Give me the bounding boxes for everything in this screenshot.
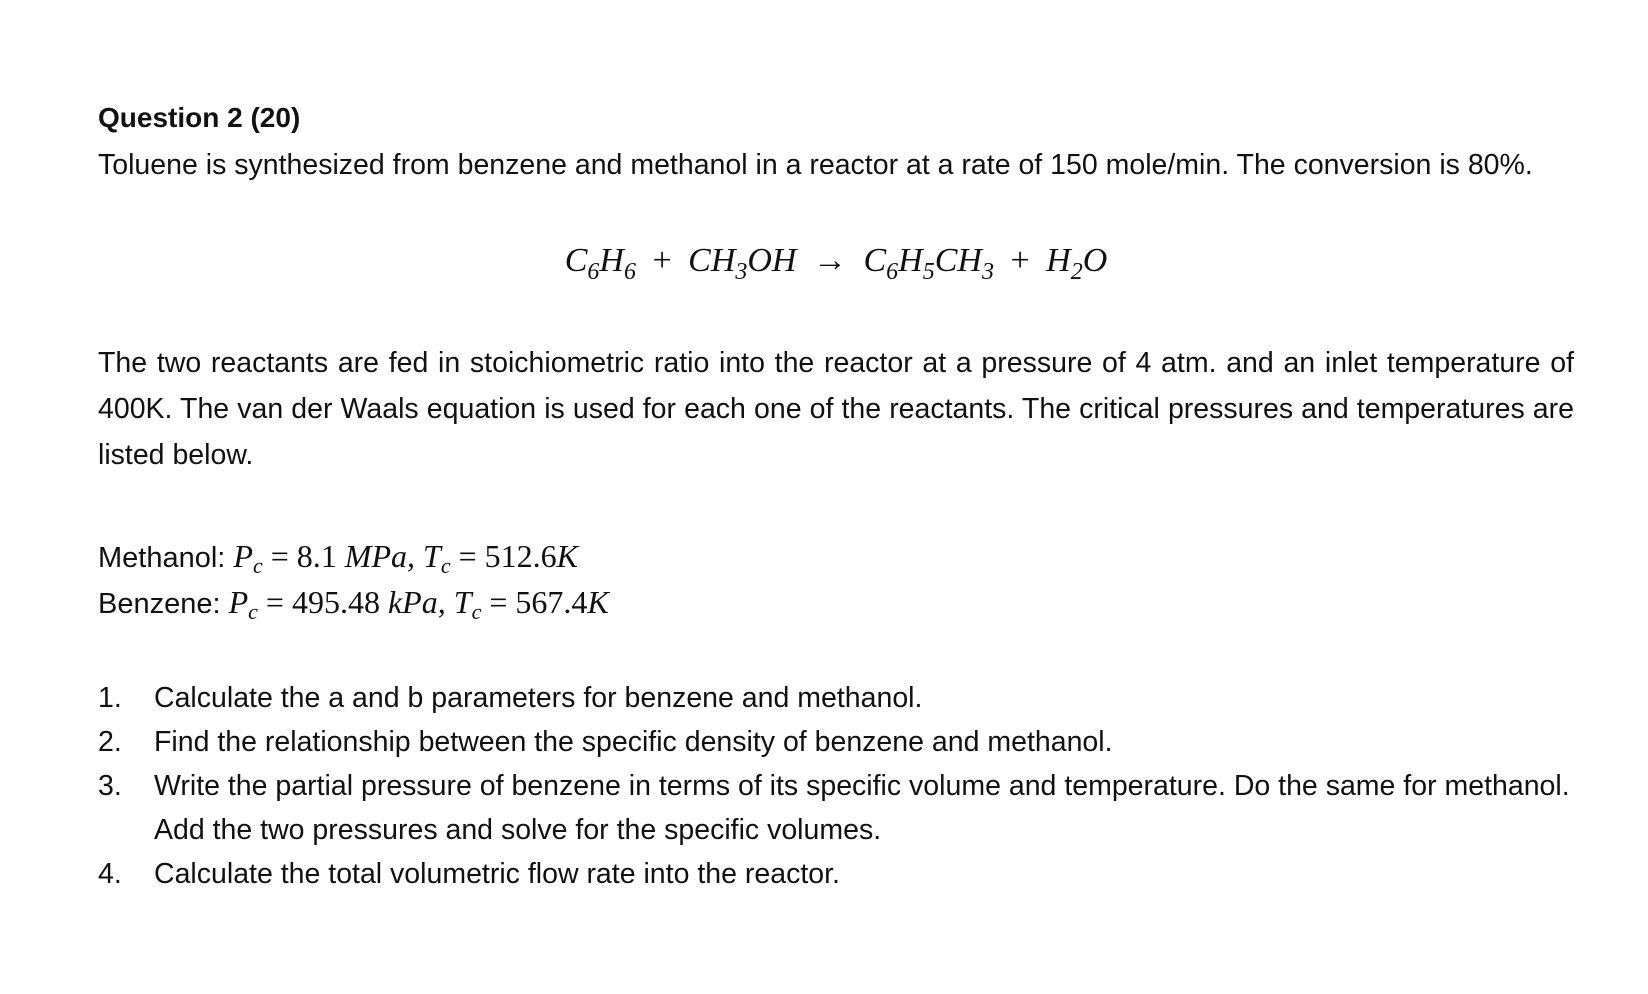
substance-name: Benzene: <box>98 588 221 620</box>
temperature-value: = 512.6 <box>458 538 557 574</box>
temperature-unit: K <box>556 538 578 574</box>
task-item <box>98 720 1574 764</box>
product-water <box>1046 242 1108 285</box>
task-text: Calculate the total volumetric flow rate into the reactor. <box>154 858 840 890</box>
pressure-symbol: P <box>233 538 253 574</box>
eq-term: H <box>898 242 923 279</box>
eq-term: CH <box>934 242 982 279</box>
description-paragraph: The two reactants are fed in stoichiometric ratio into the reactor at a pressure of 4 atm. and an inlet temperature of 400K. The van der Waals equation is used for each one of the reactants. The critical pressures and temperatures are listed below. <box>98 347 1574 471</box>
reaction-equation <box>98 236 1574 286</box>
critical-properties <box>98 534 1574 626</box>
task-item <box>98 764 1574 852</box>
question-title: Question 2 (20) <box>98 102 301 133</box>
reaction-arrow: → <box>812 242 847 279</box>
eq-subscript: 3 <box>735 259 748 285</box>
eq-term: C <box>863 242 887 279</box>
task-list <box>98 676 1574 896</box>
eq-subscript: 3 <box>981 259 994 285</box>
task-number: 2. <box>98 726 122 758</box>
eq-term: CH <box>688 242 736 279</box>
temperature-symbol: T <box>453 584 472 620</box>
plus-sign: + <box>1010 242 1030 279</box>
eq-term: H <box>599 242 624 279</box>
task-text: Find the relationship between the specific density of benzene and methanol. <box>154 726 1113 758</box>
critical-temperature <box>423 538 578 578</box>
eq-term: OH <box>747 242 797 279</box>
temperature-symbol: T <box>423 538 441 574</box>
pressure-symbol: P <box>228 584 249 620</box>
task-number: 3. <box>98 770 122 802</box>
intro-paragraph: Toluene is synthesized from benzene and methanol in a reactor at a rate of 150 mole/min. The conversion is 80%. <box>98 149 1533 181</box>
product-toluene <box>863 242 994 285</box>
eq-subscript: 6 <box>623 259 636 285</box>
benzene-properties <box>98 580 1574 626</box>
pressure-value: = 8.1 <box>270 538 337 574</box>
question-document <box>98 100 1574 896</box>
temperature-unit: K <box>587 584 609 620</box>
task-text: Calculate the a and b parameters for benzene and methanol. <box>154 682 923 714</box>
eq-term: H <box>1046 242 1071 279</box>
pressure-value: = 495.48 <box>265 584 380 620</box>
pressure-unit: kPa, <box>387 584 446 620</box>
eq-term: O <box>1082 242 1108 279</box>
critical-subscript: c <box>248 599 258 624</box>
plus-sign: + <box>652 242 672 279</box>
eq-subscript: 6 <box>587 259 600 285</box>
critical-pressure <box>228 584 446 624</box>
critical-subscript: c <box>471 599 482 624</box>
eq-subscript: 5 <box>922 259 935 285</box>
eq-subscript: 2 <box>1070 259 1083 285</box>
reactant-methanol <box>688 242 797 285</box>
task-number: 1. <box>98 682 122 714</box>
task-item <box>98 852 1574 896</box>
methanol-properties <box>98 534 1574 580</box>
pressure-unit: MPa, <box>344 538 415 574</box>
task-item <box>98 676 1574 720</box>
temperature-value: = 567.4 <box>489 584 588 620</box>
substance-name: Methanol: <box>98 542 226 574</box>
critical-subscript: c <box>440 553 451 578</box>
critical-temperature <box>453 584 609 624</box>
eq-subscript: 6 <box>886 259 899 285</box>
critical-pressure <box>233 538 415 578</box>
eq-term: C <box>564 242 588 279</box>
reactant-benzene <box>564 242 636 285</box>
task-text: Write the partial pressure of benzene in terms of its specific volume and temperature. Do the same for methanol. Add the two pressures and solve for the specific volumes. <box>154 770 1570 846</box>
task-number: 4. <box>98 858 122 890</box>
critical-subscript: c <box>252 553 263 578</box>
